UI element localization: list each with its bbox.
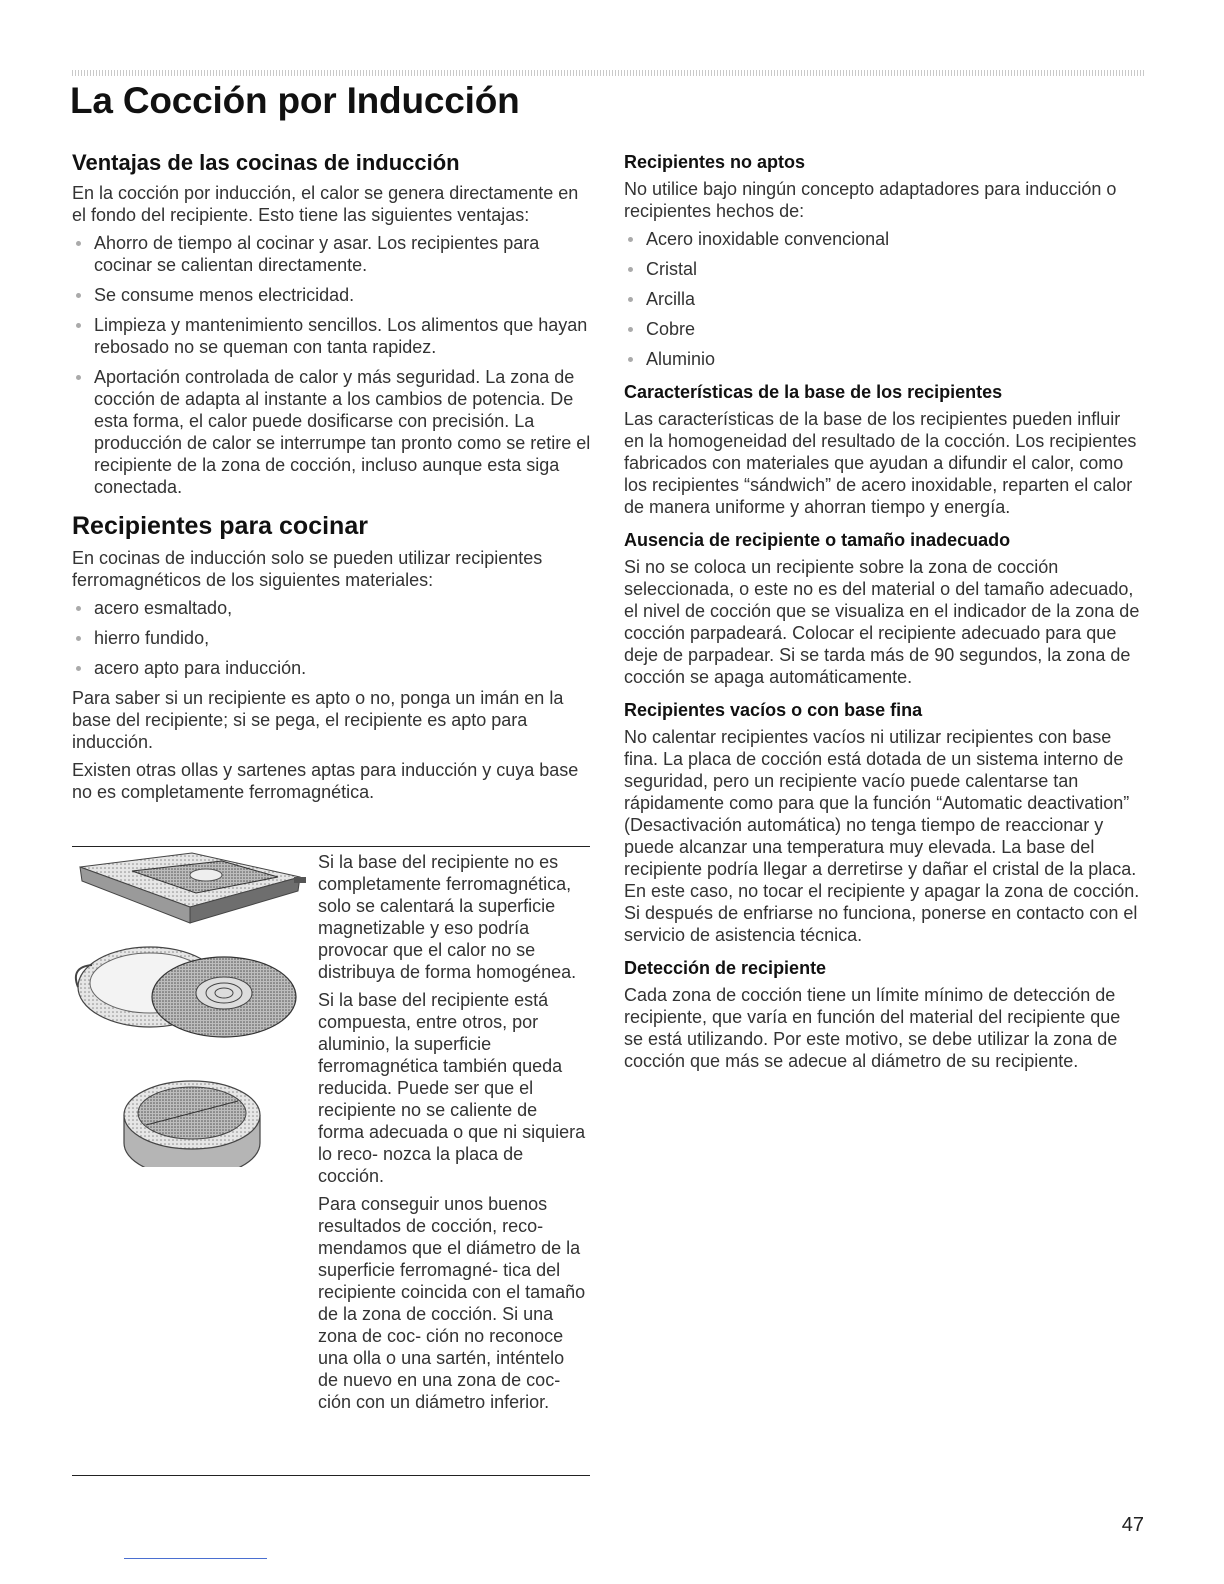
figure-paragraph-1: Si la base del recipiente no es completamente ferromagnética, solo se calentará la superficie magnetizable y eso podría provocar que el calor no se distribuya de forma homogénea.	[318, 852, 577, 982]
list-item: Cobre	[624, 318, 1144, 340]
list-item: Limpieza y mantenimiento sencillos. Los alimentos que hayan rebosado no se queman con tanta rapidez.	[72, 314, 592, 358]
right-column	[624, 152, 1144, 1078]
figure-text	[318, 851, 588, 1419]
no-aptos-heading: Recipientes no aptos	[624, 152, 806, 172]
iman-paragraph: Para saber si un recipiente es apto o no, ponga un imán en la base del recipiente; si se pega, el recipiente es apto para inducción.	[72, 688, 564, 752]
round-pot	[124, 1081, 260, 1167]
caracteristicas-body: Las características de la base de los recipientes pueden influir en la homogeneidad del resultado de la cocción. Los recipientes fabricados con materiales que ayudan a difundir el calor, como los recipientes “sándwich” de acero inoxidable, reparten el calor de manera uniforme y ahorran tiempo y energía.	[624, 409, 1137, 517]
page-number: 47	[1121, 1514, 1144, 1536]
footer-rule	[124, 1558, 267, 1559]
figure-paragraph-3: Para conseguir unos buenos resultados de cocción, reco- mendamos que el diámetro de la superficie ferromagné- tica del recipiente coincida con el tamaño de la zona de cocción. Si una zona de coc- ción no reconoce una olla o una sartén, inténtelo de nuevo en una zona de coc- ción con un diámetro inferior.	[318, 1194, 586, 1412]
caracteristicas-heading: Características de la base de los recipientes	[624, 382, 1003, 402]
figure-paragraph-2: Si la base del recipiente está compuesta, entre otros, por aluminio, la superficie ferromagnética también queda reducida. Puede ser que el recipiente no se caliente de forma adecuada o que ni siquiera lo reco- nozca la placa de cocción.	[318, 990, 586, 1186]
left-column	[72, 150, 592, 809]
list-item: Se consume menos electricidad.	[72, 284, 592, 306]
list-item: Cristal	[624, 258, 1144, 280]
ausencia-heading: Ausencia de recipiente o tamaño inadecuado	[624, 530, 1011, 550]
page-title: La Cocción por Inducción	[70, 80, 520, 121]
materiales-list	[72, 597, 592, 679]
griddle-pan	[80, 853, 306, 923]
deteccion-body: Cada zona de cocción tiene un límite mínimo de detección de recipiente, que varía en función del material del recipiente que se está utilizando. Por este motivo, se debe utilizar la zona de cocción que más se adecue al diámetro de su recipiente.	[624, 985, 1121, 1071]
cookware-figure-box	[72, 846, 590, 1476]
ausencia-body: Si no se coloca un recipiente sobre la zona de cocción seleccionada, o este no es del material o del tamaño adecuado, el nivel de cocción que se visualiza en el indicador de la zona de cocción parpadeará. Colocar el recipiente adecuado para que deje de parpadear. Si se tarda más de 90 segundos, la zona de cocción se apaga automáticamente.	[624, 557, 1140, 687]
list-item: hierro fundido,	[72, 627, 592, 649]
ventajas-heading: Ventajas de las cocinas de inducción	[72, 150, 460, 175]
list-item: Aportación controlada de calor y más seguridad. La zona de cocción de adapta al instante a los cambios de potencia. De esta forma, el calor puede dosificarse con precisión. La producción de calor se interrumpe tan pronto como se retire el recipiente de la zona de cocción, incluso aunque esta siga conectada.	[72, 366, 592, 498]
ventajas-intro: En la cocción por inducción, el calor se genera directamente en el fondo del recipiente. Esto tiene las siguientes ventajas:	[72, 183, 579, 225]
list-item: acero apto para inducción.	[72, 657, 592, 679]
ventajas-list	[72, 232, 592, 498]
paella-pan	[76, 947, 296, 1037]
list-item: acero esmaltado,	[72, 597, 592, 619]
recipientes-heading: Recipientes para cocinar	[72, 512, 368, 540]
recipientes-intro: En cocinas de inducción solo se pueden utilizar recipientes ferromagnéticos de los siguientes materiales:	[72, 548, 543, 590]
list-item: Aluminio	[624, 348, 1144, 370]
vacios-body: No calentar recipientes vacíos ni utilizar recipientes con base fina. La placa de cocción está dotada de un sistema interno de seguridad, pero un recipiente vacío puede calentarse tan rápidamente como para que la función “Automatic deactivation” (Desactivación automática) no tenga tiempo de reaccionar y puede alcanzar una temperatura muy elevada. La base del recipiente podría llegar a derretirse y dañar el cristal de la placa. En este caso, no tocar el recipiente y apagar la zona de cocción. Si después de enfriarse no funciona, ponerse en contacto con el servicio de asistencia técnica.	[624, 727, 1140, 945]
list-item: Ahorro de tiempo al cocinar y asar. Los recipientes para cocinar se calientan directamente.	[72, 232, 592, 276]
no-aptos-intro: No utilice bajo ningún concepto adaptadores para inducción o recipientes hechos de:	[624, 179, 1117, 221]
list-item: Acero inoxidable convencional	[624, 228, 1144, 250]
no-aptos-list	[624, 228, 1144, 370]
list-item: Arcilla	[624, 288, 1144, 310]
top-decorative-rule	[72, 70, 1144, 76]
deteccion-heading: Detección de recipiente	[624, 958, 827, 978]
otras-ollas-paragraph: Existen otras ollas y sartenes aptas para inducción y cuya base no es completamente ferromagnética.	[72, 760, 579, 802]
vacios-heading: Recipientes vacíos o con base fina	[624, 700, 923, 720]
cookware-illustration	[72, 847, 312, 1167]
